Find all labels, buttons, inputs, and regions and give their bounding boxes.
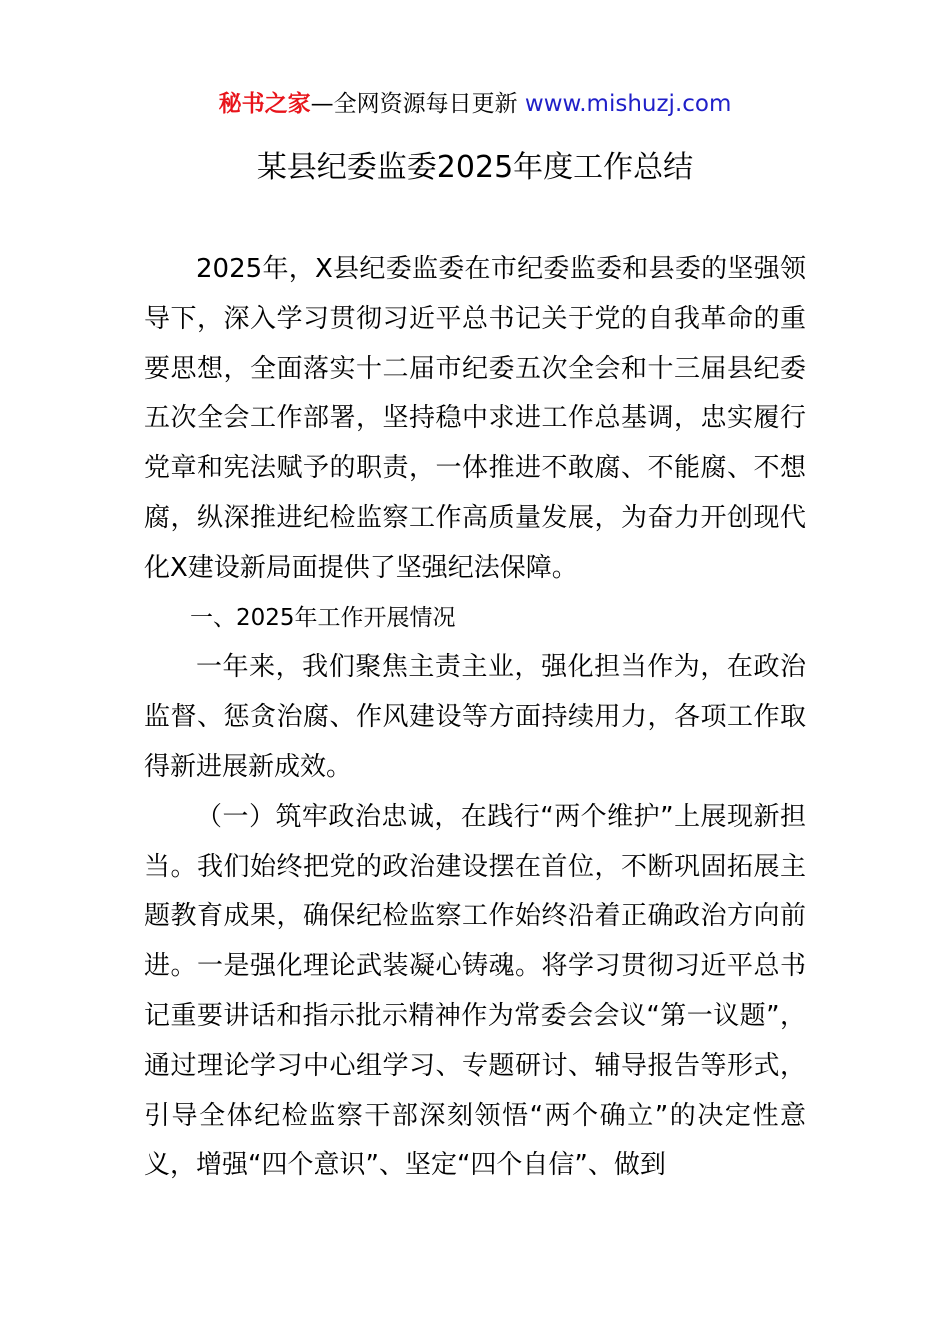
brand-tagline: —全网资源每日更新 xyxy=(310,91,525,117)
document-title: 某县纪委监委2025年度工作总结 xyxy=(256,150,694,185)
document-body xyxy=(144,245,806,1191)
site-banner xyxy=(0,88,950,120)
paragraph-political-loyalty: （一）筑牢政治忠诚，在践行“两个维护”上展现新担当。我们始终把党的政治建设摆在首位，不断巩固拓展主题教育成果，确保纪检监察工作始终沿着正确政治方向前进。一是强化理论武装凝心铸魂。将学习贯彻习近平总书记重要讲话和指示批示精神作为常委会会议“第一议题”，通过理论学习中心组学习、专题研讨、辅导报告等形式，引导全体纪检监察干部深刻领悟“两个确立”的决定性意义，增强“四个意识”、坚定“四个自信”、做到 xyxy=(144,801,806,1181)
section-heading: 一、2025年工作开展情况 xyxy=(190,604,456,631)
paragraph-intro: 2025年，X县纪委监委在市纪委监委和县委的坚强领导下，深入学习贯彻习近平总书记关于党的自我革命的重要思想，全面落实十二届市纪委五次全会和十三届县纪委五次全会工作部署，坚持稳中求进工作总基调，忠实履行党章和宪法赋予的职责，一体推进不敢腐、不能腐、不想腐，纵深推进纪检监察工作高质量发展，为奋力开创现代化X建设新局面提供了坚强纪法保障。 xyxy=(144,254,806,583)
site-url-link[interactable]: www.mishuzj.com xyxy=(524,91,732,117)
paragraph-overview: 一年来，我们聚焦主责主业，强化担当作为，在政治监督、惩贪治腐、作风建设等方面持续用力，各项工作取得新进展新成效。 xyxy=(144,652,806,782)
brand-name: 秘书之家 xyxy=(218,91,311,117)
